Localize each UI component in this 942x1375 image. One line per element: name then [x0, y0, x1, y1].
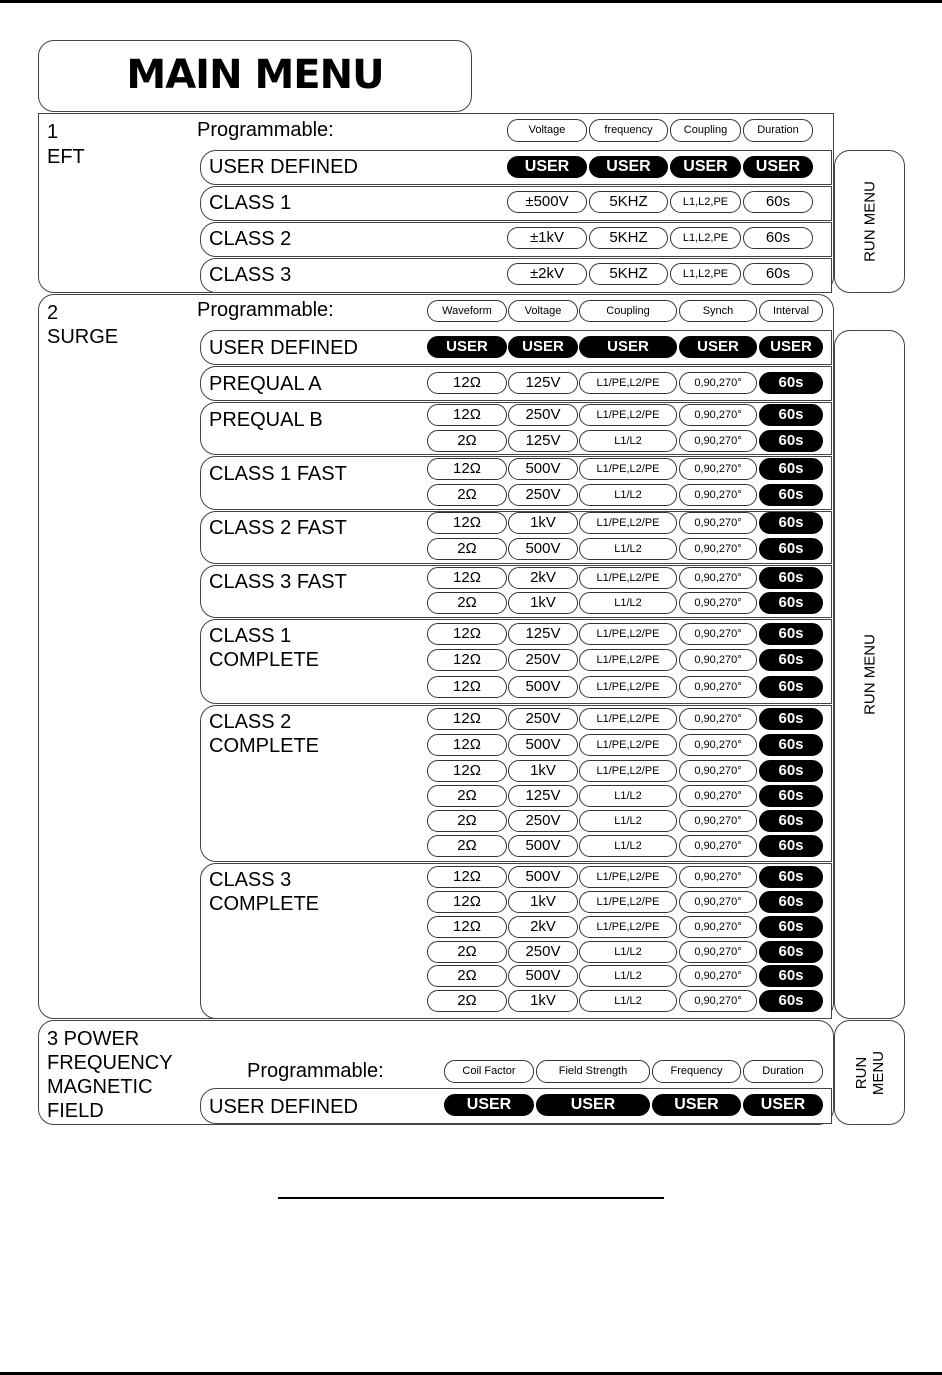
value-cell: 1kV [508, 512, 578, 534]
param-header: Interval [759, 300, 823, 322]
value-cell: 0,90,270° [679, 891, 757, 913]
value-cell: 0,90,270° [679, 990, 757, 1012]
value-cell: 60s [759, 891, 823, 913]
value-cell: 60s [743, 227, 813, 249]
value-cell: L1/L2 [579, 785, 677, 807]
user-value-button[interactable]: USER [444, 1094, 534, 1116]
user-value-button[interactable]: USER [679, 336, 757, 358]
value-cell: 60s [759, 649, 823, 671]
value-cell: L1/PE,L2/PE [579, 866, 677, 888]
value-cell: 0,90,270° [679, 941, 757, 963]
user-value-button[interactable]: USER [670, 156, 741, 178]
value-cell: 0,90,270° [679, 372, 757, 394]
value-cell: L1/PE,L2/PE [579, 567, 677, 589]
value-cell: 60s [759, 708, 823, 730]
value-cell: 0,90,270° [679, 458, 757, 480]
value-cell: 12Ω [427, 372, 507, 394]
value-cell: 1kV [508, 592, 578, 614]
value-cell: 250V [508, 649, 578, 671]
value-cell: 0,90,270° [679, 734, 757, 756]
value-cell: 500V [508, 965, 578, 987]
value-cell: L1/PE,L2/PE [579, 512, 677, 534]
value-cell: 60s [759, 810, 823, 832]
value-cell: L1/PE,L2/PE [579, 404, 677, 426]
value-cell: L1/PE,L2/PE [579, 891, 677, 913]
section-number: 2 [47, 302, 59, 324]
value-cell: L1/PE,L2/PE [579, 458, 677, 480]
value-cell: 60s [759, 372, 823, 394]
param-header: Waveform [427, 300, 507, 322]
value-cell: 60s [759, 458, 823, 480]
value-cell: 0,90,270° [679, 592, 757, 614]
value-cell: L1,L2,PE [670, 227, 741, 249]
value-cell: 60s [759, 734, 823, 756]
value-cell: 60s [759, 760, 823, 782]
value-cell: L1/PE,L2/PE [579, 372, 677, 394]
value-cell: 60s [759, 484, 823, 506]
value-cell: 125V [508, 785, 578, 807]
value-cell: 12Ω [427, 891, 507, 913]
value-cell: 0,90,270° [679, 567, 757, 589]
value-cell: 60s [759, 941, 823, 963]
value-cell: 60s [743, 263, 813, 285]
value-cell: L1/L2 [579, 810, 677, 832]
value-cell: 2Ω [427, 538, 507, 560]
value-cell: 125V [508, 623, 578, 645]
section-name: EFT [47, 146, 85, 168]
value-cell: 2Ω [427, 592, 507, 614]
value-cell: 2Ω [427, 484, 507, 506]
value-cell: 12Ω [427, 916, 507, 938]
value-cell: 12Ω [427, 458, 507, 480]
param-header: Voltage [508, 300, 578, 322]
section-name: SURGE [47, 326, 119, 348]
value-cell: 60s [759, 430, 823, 452]
main-menu-title-box [38, 40, 472, 112]
user-value-button[interactable]: USER [652, 1094, 741, 1116]
value-cell: 250V [508, 708, 578, 730]
param-header: Coupling [670, 119, 741, 142]
menu-row-label: CLASS 3 FAST [209, 571, 347, 593]
param-header: frequency [589, 119, 668, 142]
value-cell: 2Ω [427, 810, 507, 832]
value-cell: 12Ω [427, 866, 507, 888]
programmable-label: Programmable: [197, 299, 334, 321]
value-cell: 0,90,270° [679, 538, 757, 560]
value-cell: 60s [759, 835, 823, 857]
value-cell: 500V [508, 734, 578, 756]
value-cell: 60s [759, 592, 823, 614]
value-cell: L1/PE,L2/PE [579, 760, 677, 782]
menu-row-label: CLASS 1 COMPLETE [209, 625, 320, 671]
value-cell: 0,90,270° [679, 835, 757, 857]
menu-row-label: CLASS 3 COMPLETE [209, 869, 320, 915]
value-cell: 60s [759, 538, 823, 560]
menu-row-label: PREQUAL A [209, 373, 322, 395]
value-cell: 0,90,270° [679, 916, 757, 938]
value-cell: 12Ω [427, 708, 507, 730]
value-cell: L1/PE,L2/PE [579, 623, 677, 645]
value-cell: 0,90,270° [679, 708, 757, 730]
value-cell: L1/PE,L2/PE [579, 734, 677, 756]
value-cell: 2Ω [427, 941, 507, 963]
value-cell: L1/L2 [579, 965, 677, 987]
main-menu-title: MAIN MENU [126, 52, 384, 98]
value-cell: L1/L2 [579, 538, 677, 560]
value-cell: 0,90,270° [679, 785, 757, 807]
value-cell: 60s [759, 567, 823, 589]
user-value-button[interactable]: USER [743, 156, 813, 178]
value-cell: L1/L2 [579, 990, 677, 1012]
value-cell: ±1kV [507, 227, 587, 249]
menu-row-label: CLASS 3 [209, 264, 292, 286]
value-cell: 60s [759, 916, 823, 938]
menu-row-label: USER DEFINED [209, 337, 358, 359]
value-cell: 500V [508, 538, 578, 560]
value-cell: 0,90,270° [679, 649, 757, 671]
menu-row-label: USER DEFINED [209, 1096, 358, 1118]
user-value-button[interactable]: USER [508, 336, 578, 358]
value-cell: L1/PE,L2/PE [579, 676, 677, 698]
value-cell: 2kV [508, 916, 578, 938]
value-cell: 0,90,270° [679, 484, 757, 506]
value-cell: 1kV [508, 891, 578, 913]
value-cell: 60s [759, 404, 823, 426]
menu-row-label: CLASS 1 FAST [209, 463, 347, 485]
programmable-label: Programmable: [197, 119, 334, 141]
param-header: Coil Factor [444, 1060, 534, 1083]
value-cell: 60s [743, 191, 813, 213]
value-cell: 12Ω [427, 623, 507, 645]
param-header: Synch [679, 300, 757, 322]
value-cell: 5KHZ [589, 227, 668, 249]
value-cell: L1/PE,L2/PE [579, 708, 677, 730]
run-menu-label: RUN MENU [852, 1050, 887, 1095]
value-cell: 12Ω [427, 404, 507, 426]
run-menu-label: RUN MENU [861, 180, 878, 262]
menu-row-label: CLASS 1 [209, 192, 292, 214]
value-cell: L1,L2,PE [670, 263, 741, 285]
value-cell: 500V [508, 458, 578, 480]
value-cell: 0,90,270° [679, 810, 757, 832]
param-header: Voltage [507, 119, 587, 142]
value-cell: 2Ω [427, 785, 507, 807]
value-cell: L1,L2,PE [670, 191, 741, 213]
value-cell: L1/L2 [579, 484, 677, 506]
value-cell: 250V [508, 484, 578, 506]
value-cell: L1/L2 [579, 835, 677, 857]
user-value-button[interactable]: USER [427, 336, 507, 358]
user-value-button[interactable]: USER [589, 156, 668, 178]
value-cell: 1kV [508, 760, 578, 782]
value-cell: 12Ω [427, 734, 507, 756]
value-cell: 1kV [508, 990, 578, 1012]
value-cell: 0,90,270° [679, 760, 757, 782]
value-cell: 0,90,270° [679, 404, 757, 426]
value-cell: 2Ω [427, 990, 507, 1012]
value-cell: 60s [759, 866, 823, 888]
menu-row-label: CLASS 2 COMPLETE [209, 711, 320, 757]
param-header: Duration [743, 119, 813, 142]
value-cell: 12Ω [427, 567, 507, 589]
menu-row-label: CLASS 2 [209, 228, 292, 250]
value-cell: 0,90,270° [679, 965, 757, 987]
value-cell: 125V [508, 430, 578, 452]
section-name: 3 POWER FREQUENCY MAGNETIC FIELD [47, 1028, 173, 1122]
value-cell: 0,90,270° [679, 676, 757, 698]
param-header: Frequency [652, 1060, 741, 1083]
value-cell: 500V [508, 676, 578, 698]
param-header: Field Strength [536, 1060, 650, 1083]
value-cell: 0,90,270° [679, 512, 757, 534]
value-cell: 60s [759, 623, 823, 645]
value-cell: 12Ω [427, 676, 507, 698]
top-rule [0, 0, 942, 3]
value-cell: L1/L2 [579, 592, 677, 614]
value-cell: 60s [759, 785, 823, 807]
value-cell: 2Ω [427, 835, 507, 857]
value-cell: 0,90,270° [679, 623, 757, 645]
programmable-label: Programmable: [247, 1060, 384, 1082]
value-cell: 0,90,270° [679, 866, 757, 888]
footer-line [278, 1197, 664, 1199]
value-cell: 2Ω [427, 430, 507, 452]
user-value-button[interactable]: USER [507, 156, 587, 178]
value-cell: 250V [508, 404, 578, 426]
menu-row-label: PREQUAL B [209, 409, 323, 431]
value-cell: 12Ω [427, 760, 507, 782]
value-cell: ±2kV [507, 263, 587, 285]
user-value-button[interactable]: USER [759, 336, 823, 358]
param-header: Duration [743, 1060, 823, 1083]
value-cell: L1/PE,L2/PE [579, 649, 677, 671]
value-cell: 250V [508, 810, 578, 832]
value-cell: L1/L2 [579, 941, 677, 963]
value-cell: 2kV [508, 567, 578, 589]
value-cell: 500V [508, 866, 578, 888]
value-cell: 12Ω [427, 649, 507, 671]
section-number: 1 [47, 121, 59, 143]
value-cell: 5KHZ [589, 263, 668, 285]
value-cell: 250V [508, 941, 578, 963]
user-value-button[interactable]: USER [536, 1094, 650, 1116]
value-cell: 500V [508, 835, 578, 857]
menu-row-label: CLASS 2 FAST [209, 517, 347, 539]
value-cell: 60s [759, 512, 823, 534]
value-cell: 2Ω [427, 965, 507, 987]
value-cell: 60s [759, 990, 823, 1012]
value-cell: 60s [759, 676, 823, 698]
value-cell: 60s [759, 965, 823, 987]
param-header: Coupling [579, 300, 677, 322]
user-value-button[interactable]: USER [743, 1094, 823, 1116]
run-menu-label: RUN MENU [861, 633, 878, 715]
menu-row-label: USER DEFINED [209, 156, 358, 178]
user-value-button[interactable]: USER [579, 336, 677, 358]
value-cell: 12Ω [427, 512, 507, 534]
value-cell: L1/PE,L2/PE [579, 916, 677, 938]
value-cell: 125V [508, 372, 578, 394]
value-cell: 5KHZ [589, 191, 668, 213]
value-cell: ±500V [507, 191, 587, 213]
value-cell: 0,90,270° [679, 430, 757, 452]
value-cell: L1/L2 [579, 430, 677, 452]
